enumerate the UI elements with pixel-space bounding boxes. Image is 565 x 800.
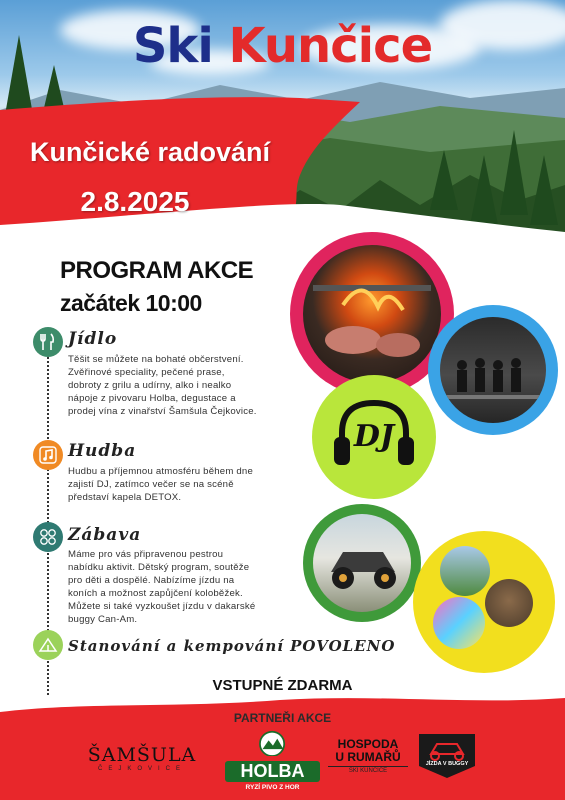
text-line: dobroty z grilu a udírny, alko i nealko [68,380,232,391]
music-note-icon [33,440,63,470]
buggy-name: JÍZDA V BUGGY [425,761,469,767]
ski-kuncice-logo [0,18,565,74]
text-line: Zvěřinové speciality, pečené prase, [68,367,225,378]
event-date: 2.8.2025 [80,186,190,217]
section-title-hudba: Hudba [68,441,137,461]
holba-sub: RYZÍ PIVO Z HOR [245,784,300,791]
grill-photo [303,245,441,383]
section-title-camping: Stanování a kempování POVOLENO [68,637,396,655]
text-line: nabídku aktivit. Dětský program, soutěže [68,562,250,573]
activities-icon [33,522,63,552]
partner-hospoda-logo [328,738,408,774]
text-line: představí kapela DETOX. [68,492,182,503]
hospoda-line1: HOSPODA [337,737,399,751]
section-text-hudba [68,465,253,504]
dj-label: DJ [353,419,395,454]
bouncy-castle-photo [433,597,485,649]
text-line: zajistí DJ, zatímco večer se na scéně [68,479,234,490]
text-line: nápoje z pivovaru Holba, degustace a [68,393,236,404]
dj-badge [312,375,436,499]
admission-text: VSTUPNÉ ZDARMA [212,677,353,694]
text-line: Máme pro vás připravenou pestrou [68,549,224,560]
section-title-jidlo: Jídlo [68,329,118,349]
samsula-sub: ČEJKOVICE [97,766,186,772]
text-line: koních a možnost zapůjčení koloběžek. [68,588,243,599]
section-text-jidlo [68,353,257,418]
logo-word-ski: Ski [132,18,213,74]
partner-holba-logo [225,730,320,791]
text-line: pro děti a dospělé. Nabízíme jízdu na [68,575,235,586]
partner-samsula-logo [72,744,212,772]
mountain-icon [225,730,320,756]
section-text-zabava [68,548,255,626]
horse-ride-photo [440,546,490,596]
text-line: buggy Can-Am. [68,614,138,625]
text-line: Těšit se můžete na bohaté občerstvení. [68,354,244,365]
camping-icon [33,630,63,660]
horse-photo [485,579,533,627]
samsula-name: ŠAMŠULA [87,744,197,766]
text-line: Hudbu a příjemnou atmosféru během dne [68,466,253,477]
holba-name: HOLBA [225,761,320,782]
band-photo [440,317,546,423]
section-title-zabava: Zábava [68,525,142,545]
partners-label: PARTNEŘI AKCE [233,711,332,725]
program-heading: PROGRAM AKCE [60,257,254,284]
hospoda-line2: U RUMAŘŮ [335,750,401,764]
buggy-photo [313,514,411,612]
program-start-time: začátek 10:00 [60,290,202,316]
activities-badge [413,531,555,673]
cutlery-icon [33,327,63,357]
text-line: prodej vína z vinařství Šamšula Čejkovice. [68,406,257,417]
event-title: Kunčické radování [29,137,271,167]
partner-buggy-logo [415,730,479,785]
buggy-icon [415,730,479,780]
logo-word-kuncice: Kunčice [228,18,433,74]
hospoda-sub: SKI KUNČICE [328,766,408,774]
text-line: Můžete si také vyzkoušet jízdu v dakarské [68,601,256,612]
